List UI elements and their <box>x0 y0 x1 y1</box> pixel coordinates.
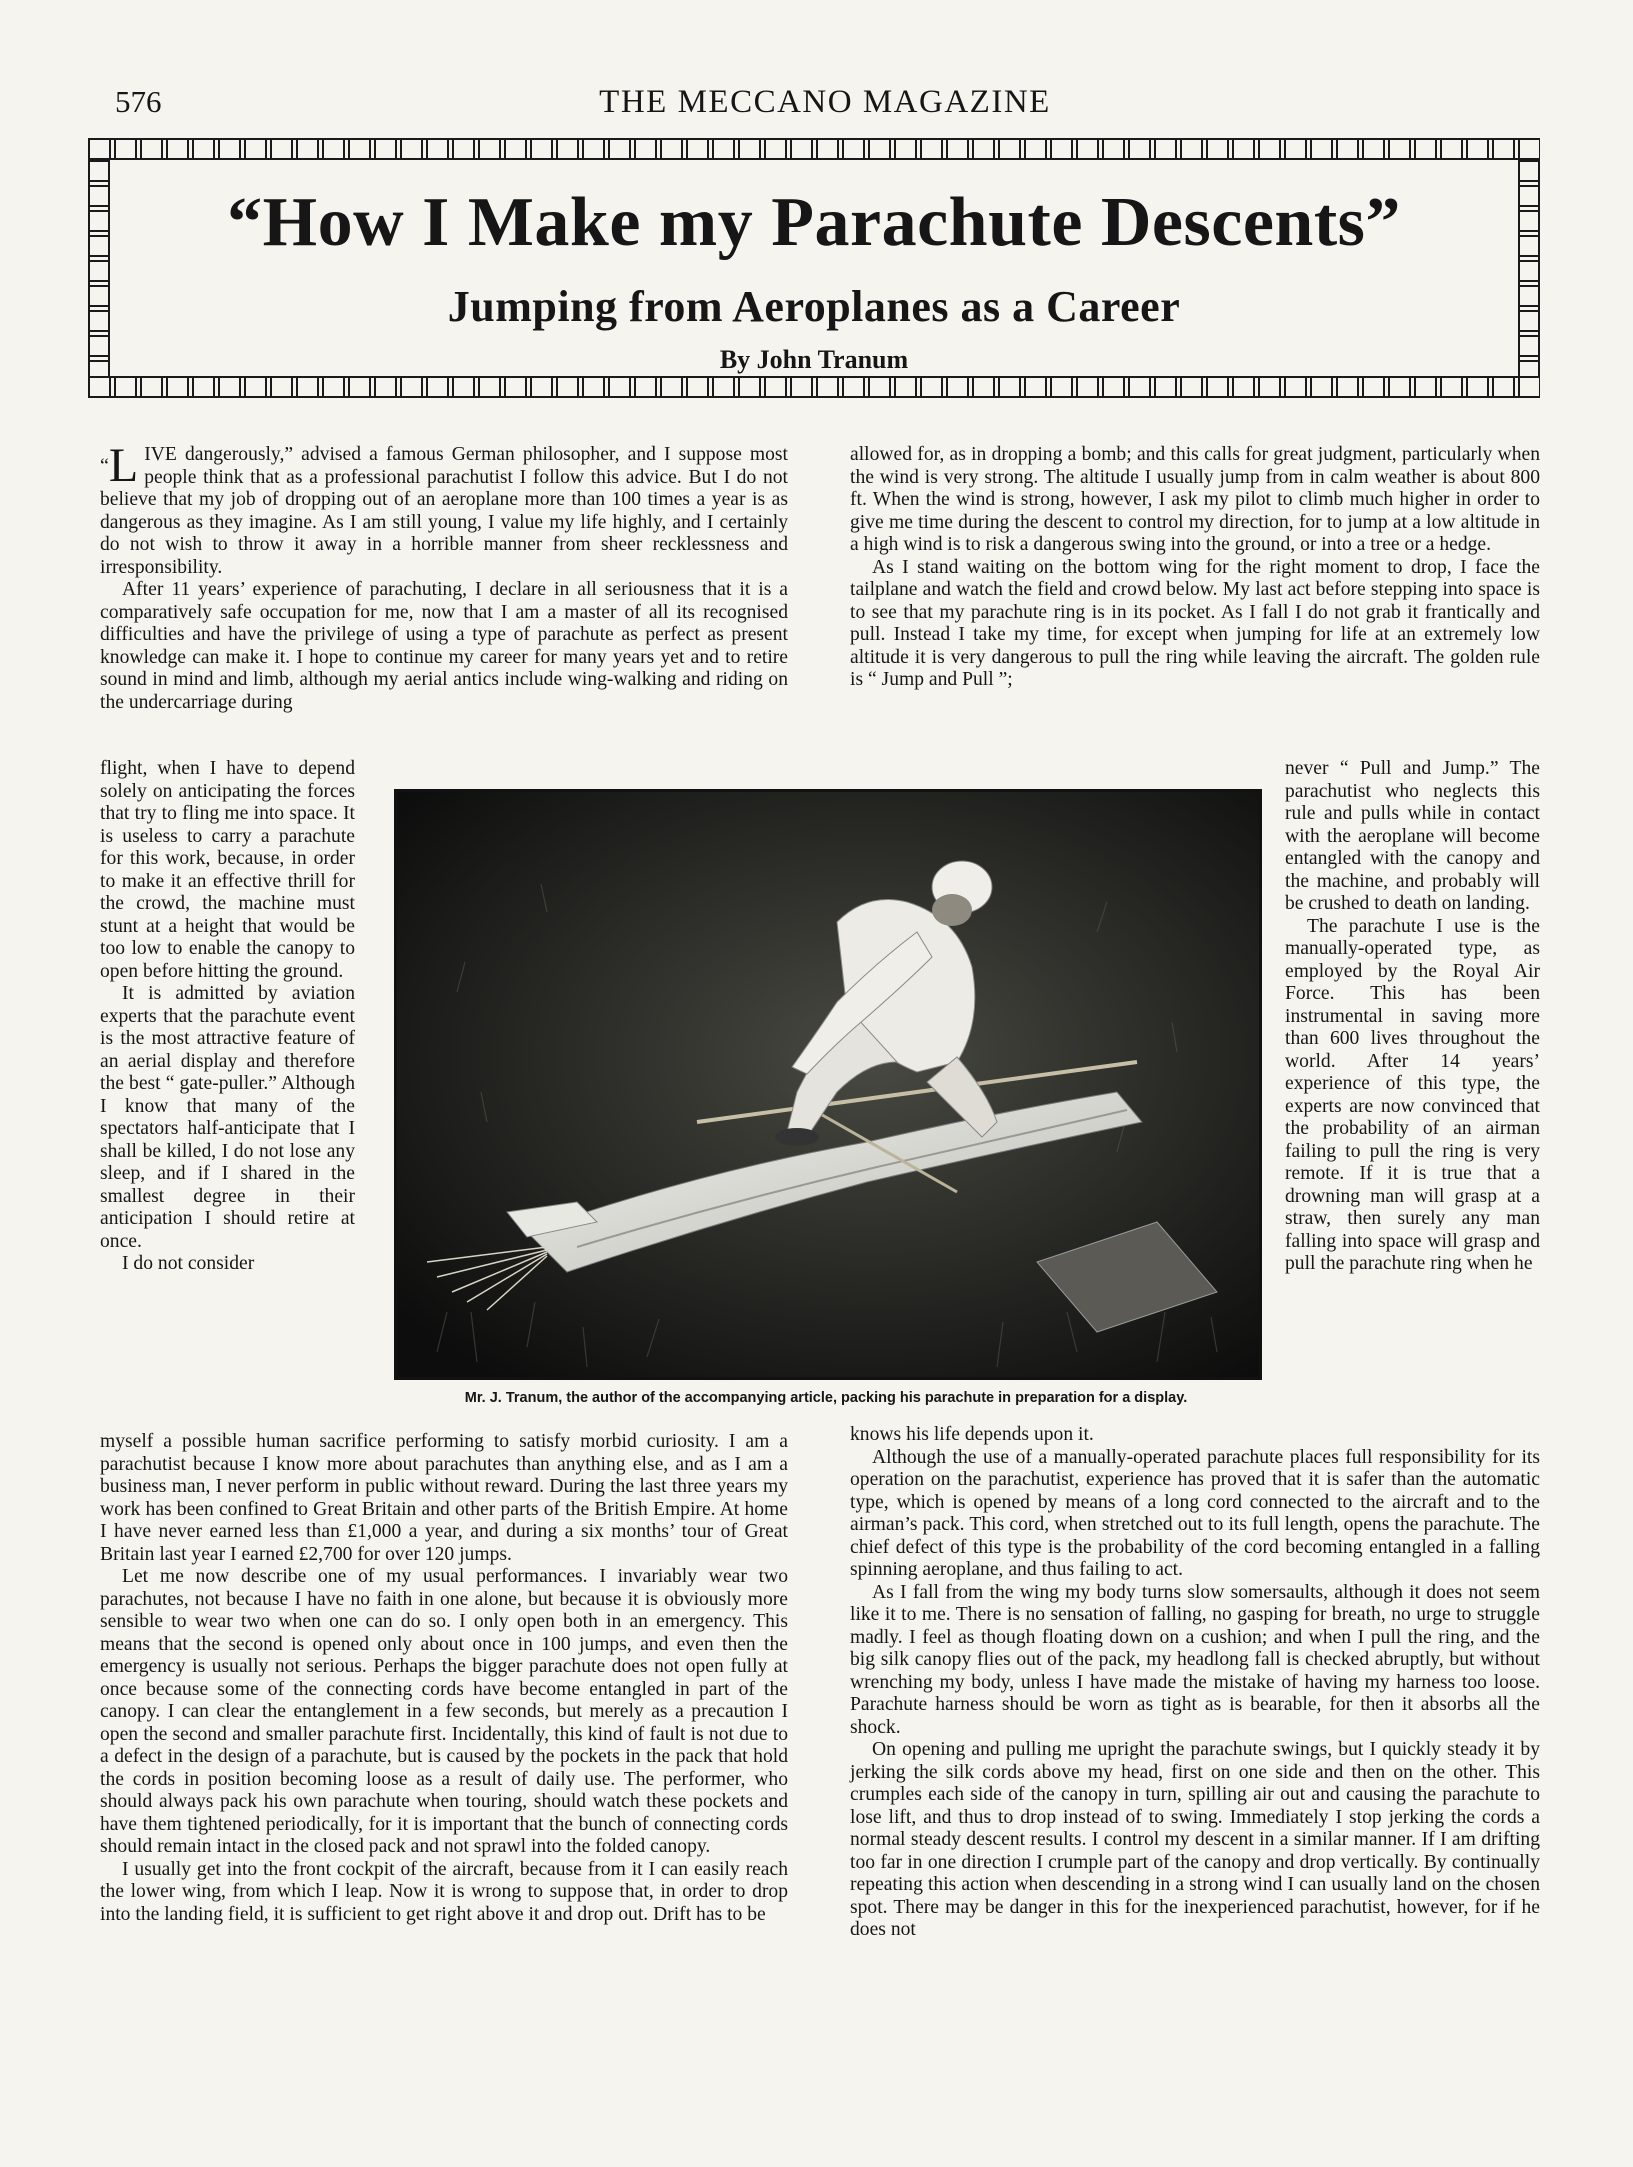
article-headline: “How I Make my Parachute Descents” <box>227 184 1401 261</box>
paragraph: Let me now describe one of my usual performances. I invariably wear two parachutes, not because I have no faith in one alone, but because it is obviously more sensible to wear two when one can do so. I only open both in an emergency. This means that the second is opened only about once in 100 jumps, and even then the emergency is usually not serious. Perhaps the bigger parachute does not open fully at once because some of the connecting cords have become entangled in part of the canopy. I can clear the entanglement in a few seconds, but merely as a precaution I open the second and smaller parachute first. Incidentally, this kind of fault is not due to a defect in the design of a parachute, but is caused by the pockets in the pack that hold the cords in position becoming loose as a result of daily use. The performer, who should always pack his own parachute when touring, should watch these pockets and have them tightened periodically, for it is important that the bunch of connecting cords should remain intact in the closed pack and not sprawl into the folded canopy. <box>100 1566 788 1857</box>
left-column-top <box>100 439 788 714</box>
paragraph: After 11 years’ experience of parachuting, I declare in all seriousness that it is a comparatively safe occupation for me, now that I am a master of all its recognised difficulties and have the privilege of using a type of parachute as perfect as present knowledge can make it. I hope to continue my career for many years yet and to retire sound in mind and limb, although my aerial antics include wing-walking and riding on the undercarriage during <box>100 579 788 713</box>
paragraph: I do not consider <box>122 1253 255 1274</box>
paragraph: flight, when I have to depend solely on anticipating the forces that try to fling me into space. It is useless to carry a parachute for this work, because, in order to make it an effective thrill for the crowd, the machine must stunt at a height that would be too low to enable the canopy to open before hitting the ground. <box>100 758 355 982</box>
paragraph: allowed for, as in dropping a bomb; and this calls for great judgment, particularly when the wind is very strong. The altitude I usually jump from in calm weather is about 800 ft. When the wind is strong, however, I ask my pilot to climb much higher in order to give me time during the descent to control my direction, for to jump at a low altitude in a high wind is to risk a dangerous swing into the ground, or into a tree or a hedge. <box>850 444 1540 555</box>
paragraph: I usually get into the front cockpit of the aircraft, because from it I can easily reach the lower wing, from which I leap. Now it is wrong to suppose that, in order to drop into the landing field, it is sufficient to get right above it and drop out. Drift has to be <box>100 1858 788 1925</box>
paragraph: The parachute I use is the manually-operated type, as employed by the Royal Air Force. This has been instrumental in saving more than 600 lives throughout the world. After 14 years’ experience of this type, the experts are now convinced that the probability of an airman failing to pull the ring is very remote. If it is true that a drowning man will grasp at a straw, then surely any man falling into space will grasp and pull the parachute ring when he <box>1285 915 1540 1274</box>
paragraph: As I fall from the wing my body turns slow somersaults, although it does not seem like it to me. There is no sensation of falling, no gasping for breath, no urge to struggle madly. I feel as though floating down on a cushion; and when I pull the ring, and the big silk canopy flies out of the pack, my headlong fall is checked abruptly, but without wrenching my body, unless I have made the mistake of having my harness too loose. Parachute harness should be worn as tight as is bearable, for then it absorbs all the shock. <box>850 1581 1540 1738</box>
magazine-title: THE MECCANO MAGAZINE <box>599 84 1051 120</box>
right-column-bottom <box>850 1424 1540 1942</box>
photo-illustration <box>397 792 1259 1377</box>
left-column-bottom <box>100 1431 788 1926</box>
paragraph: myself a possible human sacrifice performing to satisfy morbid curiosity. I am a parachutist because I know more about parachutes than anything else, and as I am a business man, I never perform in public without reward. During the last three years my work has been confined to Great Britain and other parts of the British Empire. At home I have never earned less than £1,000 a year, and during a six months’ tour of Great Britain last year I earned £2,700 for over 120 jumps. <box>100 1431 788 1565</box>
paragraph: never “ Pull and Jump.” The parachutist who neglects this rule and pulls while in contact with the aeroplane will become entangled with the canopy and the machine, and probably will be crushed to death on landing. <box>1285 758 1540 914</box>
running-head <box>115 84 1535 128</box>
article-byline: By John Tranum <box>719 345 909 374</box>
paragraph: On opening and pulling me upright the parachute swings, but I quickly steady it by jerking the silk cords above my head, first on one side and then on the other. This crumples each side of the canopy in turn, spilling air out and causing the parachute to lose lift, and thus to drop instead of to swing. Immediately I stop jerking the cords a normal steady descent results. I control my descent in a similar manner. If I am drifting too far in one direction I crumple part of the canopy and drop vertically. By continually repeating this action when descending in a strong wind I can usually land on the chosen spot. There may be danger in this for the inexperienced parachutist, however, for if he does not <box>850 1739 1540 1940</box>
paragraph: knows his life depends upon it. <box>850 1424 1094 1445</box>
title-border-bottom <box>88 376 1540 398</box>
article-subheadline: Jumping from Aeroplanes as a Career <box>447 282 1181 331</box>
title-box <box>88 138 1540 398</box>
right-column-narrow <box>1285 758 1540 1276</box>
photograph <box>394 789 1262 1380</box>
right-column-top <box>850 444 1540 692</box>
photo-caption: Mr. J. Tranum, the author of the accompanying article, packing his parachute in preparation for a display. <box>464 1390 1188 1406</box>
page-number: 576 <box>115 84 162 119</box>
paragraph: It is admitted by aviation experts that the parachute event is the most attractive feature of an aerial display and therefore the best “ gate-puller.” Although I know that many of the spectators half-anticipate that I shall be killed, I do not lose any sleep, and if I shared in the smallest degree in their anticipation I should retire at once. <box>100 983 355 1252</box>
title-border-top <box>88 138 1540 160</box>
paragraph: Although the use of a manually-operated parachute places full responsibility for its operation on the parachutist, experience has proved that it is safer than the automatic type, which is opened by means of a long cord connected to the aircraft and to the airman’s pack. This cord, when stretched out to its full length, opens the parachute. The chief defect of this type is the probability of the cord becoming entangled in a falling spinning aeroplane, and thus failing to act. <box>850 1446 1540 1580</box>
drop-cap: “L <box>100 439 139 492</box>
left-column-narrow <box>100 758 355 1276</box>
paragraph: “L IVE dangerously,” advised a famous German philosopher, and I suppose most people think that as a professional parachutist I follow this advice. But I do not believe that my job of dropping out of an aeroplane more than 100 times a year is as dangerous as they imagine. As I am still young, I value my life highly, and I certainly do not wish to throw it away in a horrible manner from sheer recklessness and irresponsibility. <box>100 439 788 578</box>
paragraph: As I stand waiting on the bottom wing for the right moment to drop, I face the tailplane and watch the field and crowd below. My last act before stepping into space is to see that my parachute ring is in its pocket. As I fall I do not grab it frantically and pull. Instead I take my time, for except when jumping for life at an extremely low altitude it is very dangerous to pull the ring while leaving the aircraft. The golden rule is “ Jump and Pull ”; <box>850 556 1540 690</box>
